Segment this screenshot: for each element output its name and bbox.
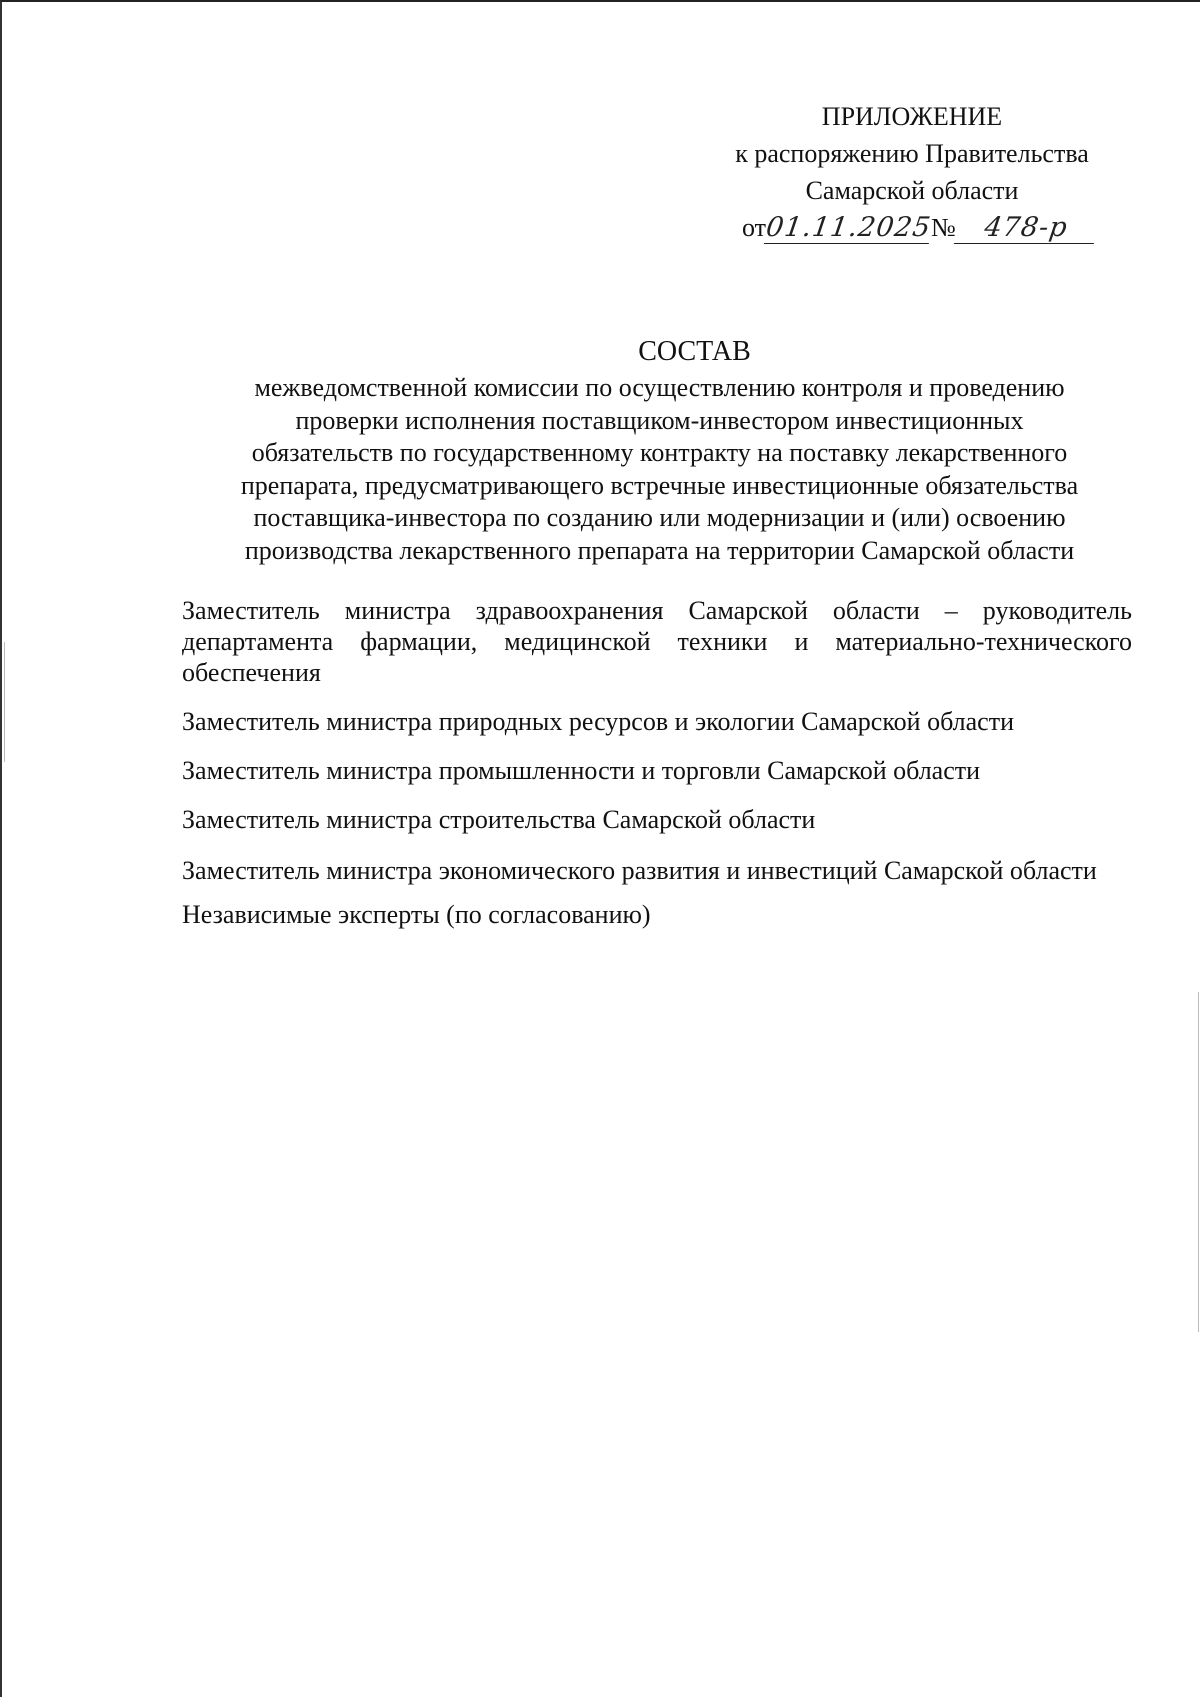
appendix-label: ПРИЛОЖЕНИЕ	[821, 102, 1003, 131]
subtitle-line: препарата, предусматривающего встречные инвестиционные обязательства	[240, 470, 1079, 500]
handwritten-number: 478-р	[954, 213, 1098, 244]
order-date-number-line	[702, 209, 1122, 246]
subtitle-line: поставщика-инвестора по созданию или модернизации и (или) освоению	[253, 503, 1066, 532]
handwritten-date: 01.11.2025	[764, 212, 934, 243]
appendix-reference-line-2: Самарской области	[805, 176, 1019, 205]
subtitle-line: производства лекарственного препарата на территории Самарской области	[244, 535, 1075, 565]
scan-edge-mark	[4, 642, 5, 762]
member-item: Заместитель министра экономического развития и инвестиций Самарской области	[182, 856, 1097, 885]
member-item: Заместитель министра строительства Самарской области	[182, 805, 816, 834]
subtitle-line: обязательств по государственному контракту на поставку лекарственного	[251, 438, 1068, 467]
appendix-header	[702, 98, 1122, 246]
commission-members-list	[182, 595, 1132, 948]
subtitle-line: проверки исполнения поставщиком-инвестором инвестиционных	[295, 405, 1024, 435]
member-item: Независимые эксперты (по согласованию)	[182, 900, 651, 929]
member-item: Заместитель министра здравоохранения Самарской области – руководитель департамента фармации, медицинской техники и материально-технического обеспечения	[182, 596, 1132, 687]
scan-edge-mark	[1198, 992, 1199, 1332]
title-block	[182, 332, 1137, 567]
member-item: Заместитель министра промышленности и торговли Самарской области	[182, 756, 981, 785]
subtitle-line: межведомственной комиссии по осуществлению контроля и проведению	[254, 373, 1065, 402]
date-prefix: от	[742, 213, 767, 242]
member-item: Заместитель министра природных ресурсов и экологии Самарской области	[182, 707, 1014, 736]
appendix-reference-line-1: к распоряжению Правительства	[735, 139, 1089, 168]
number-prefix: №	[931, 213, 956, 242]
document-heading: СОСТАВ	[638, 336, 751, 367]
